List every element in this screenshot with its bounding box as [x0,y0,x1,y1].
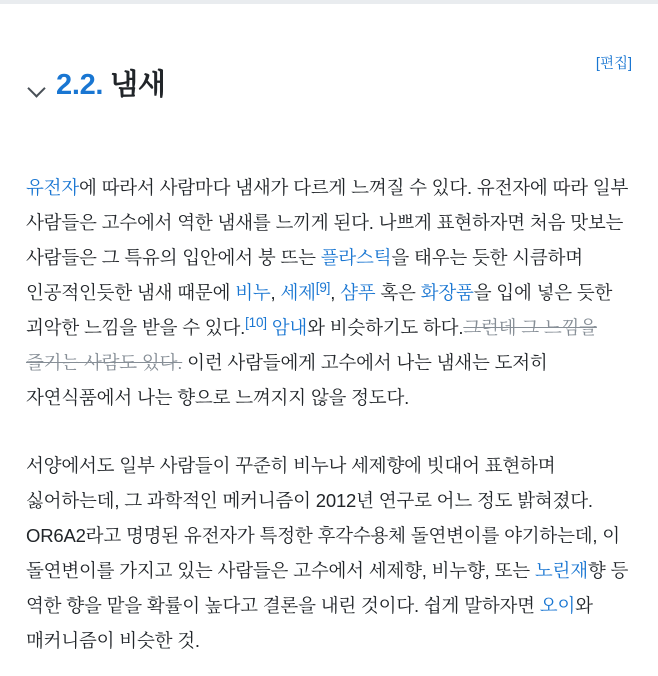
text-run: 향 등 역한 향을 맡을 확률이 높다고 결론을 내린 것이다. 쉽게 말하자면 [26,559,629,616]
page-title [56,68,166,103]
text-run: 을 태우는 듯한 시큼하며 인공적인듯한 냄새 때문에 [26,246,583,303]
wiki-link[interactable]: 화장품 [420,281,474,303]
edit-section-link[interactable]: [편집] [595,56,632,72]
chevron-down-icon[interactable] [26,77,48,99]
footnote-ref[interactable]: [9] [315,279,331,295]
text-run: , [330,281,341,303]
paragraph-1 [26,170,632,415]
text-run: 서양에서도 일부 사람들이 꾸준히 비누나 세제향에 빗대어 표현하며 싫어하는데, 그 과학적인 메커니즘이 2012년 연구로 어느 정도 밝혀졌다. OR6A2라고 명명된 유전자가 특정한 후각수용체 돌연변이를 야기하는데, 이 돌연변이를 가지고 있는 사람들은 고수에서 세제향, 비누향, 또는 [26,454,620,581]
wiki-link[interactable]: 비누 [235,281,271,303]
text-run: , [270,281,281,303]
text-run: 이런 사람들에게 고수에서 나는 냄새는 도저히 자연식품에서 나는 향으로 느껴지지 않을 정도다. [26,351,548,408]
struck-text: 그런데 그 느낌을 즐기는 사람도 있다. [26,316,597,373]
text-run: 혹은 [375,281,421,303]
wiki-link[interactable]: 암내 [271,316,308,338]
text-run: 을 입에 넣은 듯한 괴악한 느낌을 받을 수 있다. [26,281,613,338]
wiki-link[interactable]: 오이 [539,594,576,616]
section-heading [26,44,632,127]
wiki-link[interactable]: 세제 [280,281,316,303]
section-number: 2.2. [56,69,104,102]
wiki-link[interactable]: 노린재 [534,559,588,581]
top-divider [0,0,658,4]
article-body [0,44,658,658]
paragraph-2 [26,448,632,658]
wiki-link[interactable]: 샴푸 [340,281,376,303]
footnote-ref[interactable]: [10] [245,314,267,330]
section-title-text: 냄새 [110,69,166,102]
text-run: 와 매커니즘이 비슷한 것. [26,594,593,651]
text-run: 에 따라서 사람마다 냄새가 다르게 느껴질 수 있다. 유전자에 따라 일부 사람들은 고수에서 역한 냄새를 느끼게 된다. 나쁘게 표현하자면 처음 맛보는 사람들은 그 특유의 입안에서 붕 뜨는 [26,176,629,268]
text-run: 와 비슷하기도 하다. [307,316,464,338]
wiki-link[interactable]: 플라스틱 [320,246,392,268]
wiki-link[interactable]: 유전자 [26,176,80,198]
